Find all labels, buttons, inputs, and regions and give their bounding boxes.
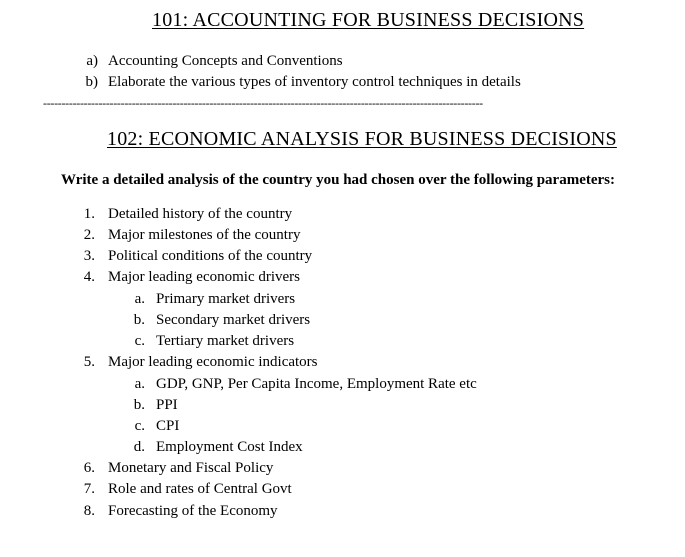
list-marker: 1. [83, 206, 95, 222]
list-marker: b) [85, 74, 98, 90]
list-marker: 4. [83, 269, 95, 285]
list-item-text: Elaborate the various types of inventory control techniques in details [108, 74, 521, 90]
list-marker: b. [133, 397, 145, 413]
list-marker: 7. [83, 481, 95, 497]
list-marker: 3. [83, 248, 95, 264]
list-marker: c. [134, 333, 145, 349]
list-marker: 2. [83, 227, 95, 243]
list-marker: 8. [83, 503, 95, 519]
list-item-text: Political conditions of the country [108, 248, 313, 264]
list-marker: b. [133, 312, 145, 328]
list-item-text: Major milestones of the country [108, 227, 301, 243]
list-item-text: Major leading economic indicators [108, 354, 318, 370]
list-marker: 5. [83, 354, 95, 370]
instruction-text: Write a detailed analysis of the country you had chosen over the following parameters: [61, 172, 615, 188]
list-item-text: Role and rates of Central Govt [108, 481, 292, 497]
list-item-text: Forecasting of the Economy [108, 503, 278, 519]
list-item-text: Accounting Concepts and Conventions [108, 53, 343, 69]
list-item-text: PPI [156, 397, 178, 413]
section-102-title: 102: ECONOMIC ANALYSIS FOR BUSINESS DECISIONS [107, 128, 617, 150]
list-marker: d. [133, 439, 145, 455]
list-marker: a. [134, 291, 145, 307]
list-marker: a) [86, 53, 98, 69]
list-marker: c. [134, 418, 145, 434]
list-marker: 6. [83, 460, 95, 476]
list-item-text: CPI [156, 418, 180, 434]
list-item-text: Detailed history of the country [108, 206, 293, 222]
list-marker: a. [134, 376, 145, 392]
separator-line: ----------------------------------------------------------------------------------------------------------------------- [43, 96, 483, 110]
section-101-title: 101: ACCOUNTING FOR BUSINESS DECISIONS [152, 9, 585, 31]
list-item-text: GDP, GNP, Per Capita Income, Employment Rate etc [156, 376, 477, 392]
list-item-text: Employment Cost Index [156, 439, 303, 455]
list-item-text: Secondary market drivers [156, 312, 311, 328]
list-item-text: Tertiary market drivers [156, 333, 295, 349]
list-item-text: Primary market drivers [156, 291, 296, 307]
list-item-text: Monetary and Fiscal Policy [108, 460, 274, 476]
list-item-text: Major leading economic drivers [108, 269, 301, 285]
